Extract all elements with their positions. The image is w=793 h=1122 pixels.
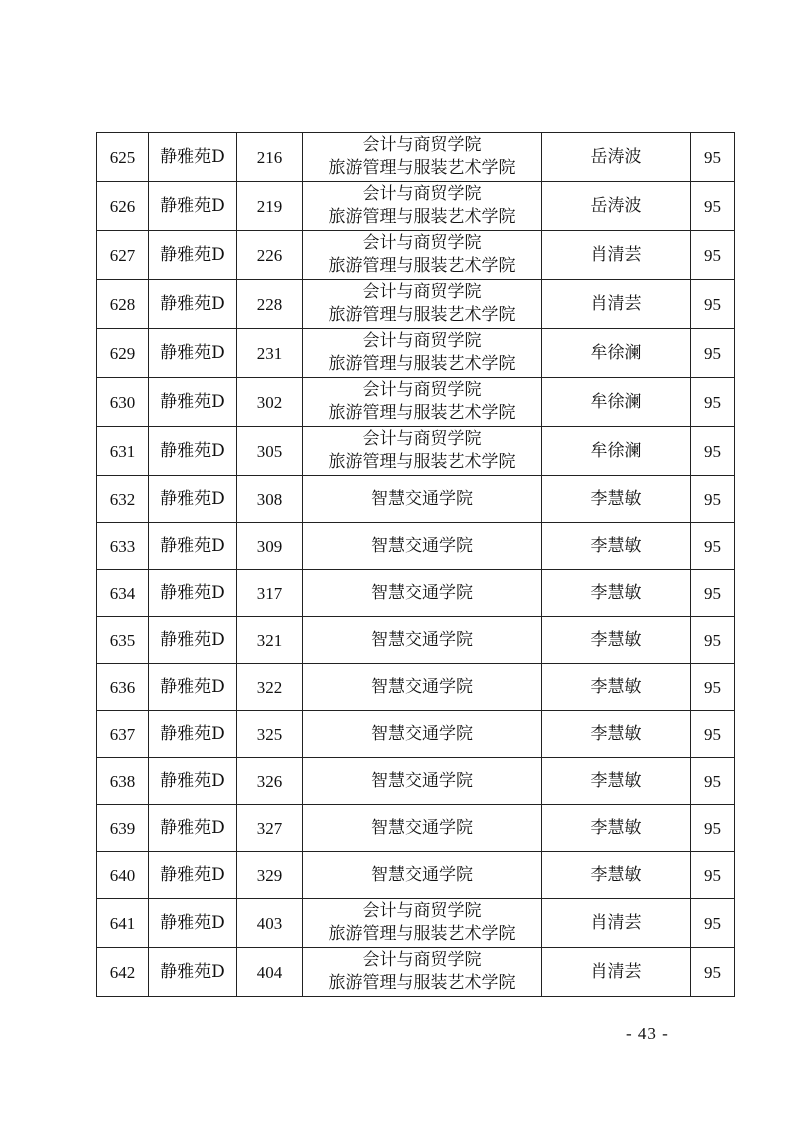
college-name: 会计与商贸学院	[362, 380, 482, 400]
room-cell: 317	[237, 570, 303, 617]
room-cell: 216	[237, 133, 303, 182]
counselor-name-cell: 李慧敏	[542, 852, 691, 899]
college-name: 会计与商贸学院	[362, 950, 482, 970]
college-cell	[303, 852, 542, 899]
college-name: 智慧交通学院	[371, 488, 473, 509]
score-cell: 95	[691, 476, 735, 523]
row-number-cell: 625	[97, 133, 149, 182]
counselor-name-cell: 牟徐澜	[542, 378, 691, 427]
building-cell: 静雅苑D	[149, 476, 237, 523]
college-name: 会计与商贸学院	[362, 331, 482, 351]
score-cell: 95	[691, 182, 735, 231]
college-cell	[303, 476, 542, 523]
counselor-name-cell: 肖清芸	[542, 231, 691, 280]
college-cell	[303, 570, 542, 617]
counselor-name-cell: 肖清芸	[542, 280, 691, 329]
counselor-name-cell: 岳涛波	[542, 133, 691, 182]
room-cell: 302	[237, 378, 303, 427]
building-cell: 静雅苑D	[149, 664, 237, 711]
college-name: 旅游管理与服装艺术学院	[328, 354, 516, 374]
score-cell: 95	[691, 805, 735, 852]
counselor-name-cell: 李慧敏	[542, 523, 691, 570]
table-row	[97, 805, 735, 852]
score-cell: 95	[691, 948, 735, 997]
building-cell: 静雅苑D	[149, 617, 237, 664]
college-cell	[303, 523, 542, 570]
table-row	[97, 280, 735, 329]
row-number-cell: 639	[97, 805, 149, 852]
building-cell: 静雅苑D	[149, 329, 237, 378]
row-number-cell: 634	[97, 570, 149, 617]
score-cell: 95	[691, 523, 735, 570]
score-cell: 95	[691, 899, 735, 948]
row-number-cell: 633	[97, 523, 149, 570]
score-cell: 95	[691, 133, 735, 182]
row-number-cell: 630	[97, 378, 149, 427]
row-number-cell: 640	[97, 852, 149, 899]
counselor-name-cell: 李慧敏	[542, 805, 691, 852]
building-cell: 静雅苑D	[149, 805, 237, 852]
room-cell: 309	[237, 523, 303, 570]
room-cell: 403	[237, 899, 303, 948]
table-row	[97, 133, 735, 182]
table-row	[97, 427, 735, 476]
college-name: 会计与商贸学院	[362, 901, 482, 921]
college-name: 旅游管理与服装艺术学院	[328, 924, 516, 944]
room-cell: 404	[237, 948, 303, 997]
room-cell: 228	[237, 280, 303, 329]
college-cell	[303, 378, 542, 427]
row-number-cell: 641	[97, 899, 149, 948]
score-cell: 95	[691, 617, 735, 664]
college-name: 会计与商贸学院	[362, 282, 482, 302]
college-name: 智慧交通学院	[371, 535, 473, 556]
college-name: 旅游管理与服装艺术学院	[328, 452, 516, 472]
building-cell: 静雅苑D	[149, 758, 237, 805]
college-name: 智慧交通学院	[371, 629, 473, 650]
table-row	[97, 378, 735, 427]
building-cell: 静雅苑D	[149, 852, 237, 899]
counselor-name-cell: 李慧敏	[542, 570, 691, 617]
counselor-name-cell: 肖清芸	[542, 899, 691, 948]
college-name: 会计与商贸学院	[362, 135, 482, 155]
score-cell: 95	[691, 231, 735, 280]
room-cell: 326	[237, 758, 303, 805]
college-cell	[303, 329, 542, 378]
college-name: 智慧交通学院	[371, 582, 473, 603]
building-cell: 静雅苑D	[149, 280, 237, 329]
college-cell	[303, 182, 542, 231]
score-cell: 95	[691, 570, 735, 617]
counselor-name-cell: 李慧敏	[542, 758, 691, 805]
score-cell: 95	[691, 378, 735, 427]
counselor-name-cell: 岳涛波	[542, 182, 691, 231]
row-number-cell: 638	[97, 758, 149, 805]
building-cell: 静雅苑D	[149, 378, 237, 427]
table-row	[97, 852, 735, 899]
college-cell	[303, 231, 542, 280]
score-cell: 95	[691, 758, 735, 805]
score-cell: 95	[691, 852, 735, 899]
table-row	[97, 948, 735, 997]
building-cell: 静雅苑D	[149, 523, 237, 570]
college-name: 会计与商贸学院	[362, 184, 482, 204]
college-cell	[303, 617, 542, 664]
college-name: 会计与商贸学院	[362, 233, 482, 253]
college-name: 智慧交通学院	[371, 676, 473, 697]
college-cell	[303, 805, 542, 852]
college-name: 旅游管理与服装艺术学院	[328, 158, 516, 178]
row-number-cell: 626	[97, 182, 149, 231]
building-cell: 静雅苑D	[149, 570, 237, 617]
room-cell: 322	[237, 664, 303, 711]
college-cell	[303, 899, 542, 948]
table-row	[97, 231, 735, 280]
score-cell: 95	[691, 329, 735, 378]
row-number-cell: 637	[97, 711, 149, 758]
room-cell: 329	[237, 852, 303, 899]
building-cell: 静雅苑D	[149, 182, 237, 231]
score-cell: 95	[691, 280, 735, 329]
college-cell	[303, 948, 542, 997]
college-name: 旅游管理与服装艺术学院	[328, 207, 516, 227]
score-cell: 95	[691, 711, 735, 758]
row-number-cell: 632	[97, 476, 149, 523]
table-row	[97, 617, 735, 664]
room-cell: 325	[237, 711, 303, 758]
table-row	[97, 329, 735, 378]
row-number-cell: 629	[97, 329, 149, 378]
counselor-name-cell: 牟徐澜	[542, 329, 691, 378]
table-row	[97, 711, 735, 758]
college-name: 智慧交通学院	[371, 770, 473, 791]
counselor-name-cell: 李慧敏	[542, 664, 691, 711]
row-number-cell: 631	[97, 427, 149, 476]
college-name: 智慧交通学院	[371, 723, 473, 744]
table-row	[97, 899, 735, 948]
college-cell	[303, 664, 542, 711]
table-row	[97, 570, 735, 617]
college-cell	[303, 427, 542, 476]
room-cell: 308	[237, 476, 303, 523]
table-row	[97, 523, 735, 570]
college-name: 旅游管理与服装艺术学院	[328, 403, 516, 423]
college-name: 智慧交通学院	[371, 817, 473, 838]
table-body	[97, 133, 735, 997]
college-name: 旅游管理与服装艺术学院	[328, 256, 516, 276]
room-cell: 321	[237, 617, 303, 664]
row-number-cell: 636	[97, 664, 149, 711]
score-cell: 95	[691, 664, 735, 711]
counselor-name-cell: 李慧敏	[542, 617, 691, 664]
score-cell: 95	[691, 427, 735, 476]
room-cell: 226	[237, 231, 303, 280]
table-row	[97, 664, 735, 711]
counselor-name-cell: 李慧敏	[542, 476, 691, 523]
counselor-name-cell: 牟徐澜	[542, 427, 691, 476]
college-cell	[303, 711, 542, 758]
row-number-cell: 635	[97, 617, 149, 664]
page-number: - 43 -	[626, 1024, 669, 1043]
row-number-cell: 627	[97, 231, 149, 280]
room-cell: 231	[237, 329, 303, 378]
building-cell: 静雅苑D	[149, 899, 237, 948]
table-row	[97, 758, 735, 805]
building-cell: 静雅苑D	[149, 427, 237, 476]
college-name: 旅游管理与服装艺术学院	[328, 305, 516, 325]
table-row	[97, 476, 735, 523]
room-cell: 327	[237, 805, 303, 852]
room-cell: 305	[237, 427, 303, 476]
building-cell: 静雅苑D	[149, 948, 237, 997]
college-name: 旅游管理与服装艺术学院	[328, 973, 516, 993]
room-cell: 219	[237, 182, 303, 231]
college-name: 智慧交通学院	[371, 864, 473, 885]
counselor-name-cell: 肖清芸	[542, 948, 691, 997]
building-cell: 静雅苑D	[149, 231, 237, 280]
dormitory-score-table	[96, 132, 735, 997]
college-name: 会计与商贸学院	[362, 429, 482, 449]
college-cell	[303, 133, 542, 182]
building-cell: 静雅苑D	[149, 711, 237, 758]
row-number-cell: 642	[97, 948, 149, 997]
college-cell	[303, 280, 542, 329]
building-cell: 静雅苑D	[149, 133, 237, 182]
table-row	[97, 182, 735, 231]
row-number-cell: 628	[97, 280, 149, 329]
college-cell	[303, 758, 542, 805]
counselor-name-cell: 李慧敏	[542, 711, 691, 758]
